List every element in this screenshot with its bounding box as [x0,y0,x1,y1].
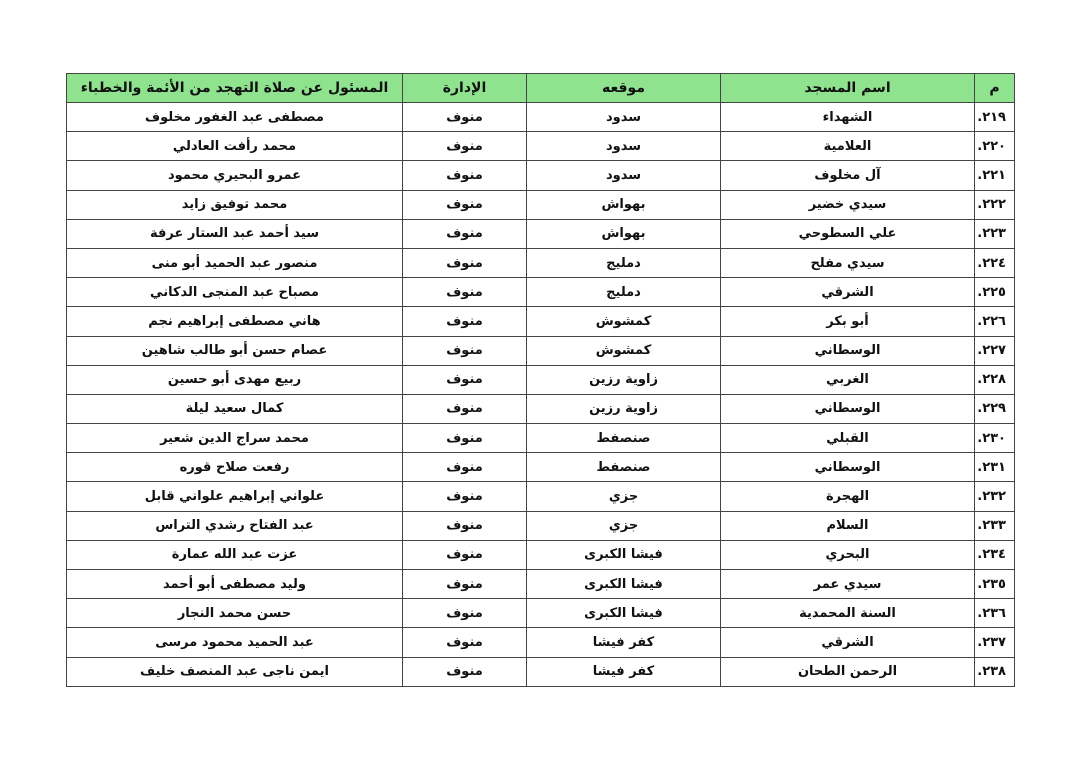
table-row [67,570,1015,599]
mosque-name-cell: السلام [721,511,975,540]
mosque-name-cell: الوسطاني [721,394,975,423]
administration-cell: منوف [403,103,527,132]
administration-cell: منوف [403,307,527,336]
table-row [67,278,1015,307]
mosque-name-cell: أبو بكر [721,307,975,336]
row-number: ٢٣٨. [975,657,1015,686]
location-cell: جزي [527,482,721,511]
table-row [67,511,1015,540]
row-number: ٢٢٤. [975,248,1015,277]
table-row [67,365,1015,394]
responsible-cell: عبد الفتاح رشدي التراس [67,511,403,540]
row-number: ٢٢٦. [975,307,1015,336]
mosque-name-cell: سيدي عمر [721,570,975,599]
responsible-cell: حسن محمد النجار [67,599,403,628]
location-cell: زاوية رزين [527,394,721,423]
header-mosque-name: اسم المسجد [721,74,975,103]
row-number: ٢٣٢. [975,482,1015,511]
responsible-cell: محمد توفيق زايد [67,190,403,219]
administration-cell: منوف [403,248,527,277]
header-row [67,74,1015,103]
row-number: ٢١٩. [975,103,1015,132]
location-cell: فيشا الكبرى [527,570,721,599]
row-number: ٢٣٧. [975,628,1015,657]
location-cell: بهواش [527,190,721,219]
mosque-name-cell: الشرقي [721,628,975,657]
administration-cell: منوف [403,365,527,394]
administration-cell: منوف [403,424,527,453]
location-cell: سدود [527,103,721,132]
table-body [67,103,1015,687]
responsible-cell: سيد أحمد عبد الستار عرفة [67,219,403,248]
location-cell: سدود [527,161,721,190]
mosque-name-cell: الشهداء [721,103,975,132]
location-cell: دمليج [527,278,721,307]
mosque-name-cell: علي السطوحي [721,219,975,248]
header-responsible: المسئول عن صلاة التهجد من الأئمة والخطباء [67,74,403,103]
location-cell: زاوية رزين [527,365,721,394]
administration-cell: منوف [403,190,527,219]
mosque-name-cell: الوسطاني [721,453,975,482]
table-row [67,103,1015,132]
row-number: ٢٣٤. [975,540,1015,569]
location-cell: كفر فيشا [527,628,721,657]
mosque-name-cell: الرحمن الطحان [721,657,975,686]
location-cell: بهواش [527,219,721,248]
mosque-name-cell: السنة المحمدية [721,599,975,628]
responsible-cell: عبد الحميد محمود مرسى [67,628,403,657]
location-cell: فيشا الكبرى [527,540,721,569]
responsible-cell: منصور عبد الحميد أبو منى [67,248,403,277]
administration-cell: منوف [403,336,527,365]
table-row [67,336,1015,365]
row-number: ٢٢٠. [975,132,1015,161]
administration-cell: منوف [403,657,527,686]
mosque-name-cell: سيدي مفلح [721,248,975,277]
responsible-cell: هاني مصطفى إبراهيم نجم [67,307,403,336]
table-row [67,307,1015,336]
administration-cell: منوف [403,394,527,423]
responsible-cell: عصام حسن أبو طالب شاهين [67,336,403,365]
row-number: ٢٣١. [975,453,1015,482]
responsible-cell: كمال سعيد ليلة [67,394,403,423]
header-location: موقعه [527,74,721,103]
location-cell: كفر فيشا [527,657,721,686]
administration-cell: منوف [403,570,527,599]
responsible-cell: عمرو البحيري محمود [67,161,403,190]
location-cell: سدود [527,132,721,161]
administration-cell: منوف [403,453,527,482]
row-number: ٢٢٩. [975,394,1015,423]
mosque-name-cell: الغربي [721,365,975,394]
responsible-cell: مصطفى عبد الغفور مخلوف [67,103,403,132]
responsible-cell: وليد مصطفى أبو أحمد [67,570,403,599]
row-number: ٢٢٨. [975,365,1015,394]
row-number: ٢٣٠. [975,424,1015,453]
table-row [67,657,1015,686]
location-cell: صنصفط [527,424,721,453]
table-row [67,453,1015,482]
table-row [67,248,1015,277]
location-cell: كمشوش [527,336,721,365]
mosque-name-cell: آل مخلوف [721,161,975,190]
administration-cell: منوف [403,599,527,628]
row-number: ٢٢٢. [975,190,1015,219]
administration-cell: منوف [403,628,527,657]
row-number: ٢٣٣. [975,511,1015,540]
location-cell: كمشوش [527,307,721,336]
responsible-cell: ايمن ناجى عبد المنصف خليف [67,657,403,686]
table-row [67,599,1015,628]
administration-cell: منوف [403,482,527,511]
mosque-name-cell: الهجرة [721,482,975,511]
administration-cell: منوف [403,278,527,307]
table-row [67,161,1015,190]
administration-cell: منوف [403,219,527,248]
table-row [67,394,1015,423]
mosque-name-cell: سيدي خضير [721,190,975,219]
table-row [67,540,1015,569]
administration-cell: منوف [403,511,527,540]
table-row [67,628,1015,657]
responsible-cell: رفعت صلاح قوره [67,453,403,482]
row-number: ٢٢٧. [975,336,1015,365]
mosque-name-cell: البحري [721,540,975,569]
location-cell: جزي [527,511,721,540]
location-cell: صنصفط [527,453,721,482]
row-number: ٢٢١. [975,161,1015,190]
administration-cell: منوف [403,161,527,190]
responsible-cell: محمد سراج الدين شعير [67,424,403,453]
administration-cell: منوف [403,132,527,161]
responsible-cell: محمد رأفت العادلي [67,132,403,161]
responsible-cell: ربيع مهدى أبو حسين [67,365,403,394]
mosque-name-cell: الوسطاني [721,336,975,365]
table-row [67,482,1015,511]
table-row [67,219,1015,248]
tahajjud-assignments-table [66,73,1015,687]
responsible-cell: علواني إبراهيم علواني قابل [67,482,403,511]
table-header [67,74,1015,103]
location-cell: دمليج [527,248,721,277]
table-row [67,190,1015,219]
mosque-name-cell: القبلي [721,424,975,453]
header-num: م [975,74,1015,103]
responsible-cell: مصباح عبد المنجى الدكاني [67,278,403,307]
table-row [67,132,1015,161]
row-number: ٢٢٣. [975,219,1015,248]
administration-cell: منوف [403,540,527,569]
row-number: ٢٢٥. [975,278,1015,307]
row-number: ٢٣٥. [975,570,1015,599]
table-row [67,424,1015,453]
row-number: ٢٣٦. [975,599,1015,628]
location-cell: فيشا الكبرى [527,599,721,628]
header-administration: الإدارة [403,74,527,103]
mosque-name-cell: الشرقي [721,278,975,307]
mosque-name-cell: العلامية [721,132,975,161]
responsible-cell: عزت عبد الله عمارة [67,540,403,569]
